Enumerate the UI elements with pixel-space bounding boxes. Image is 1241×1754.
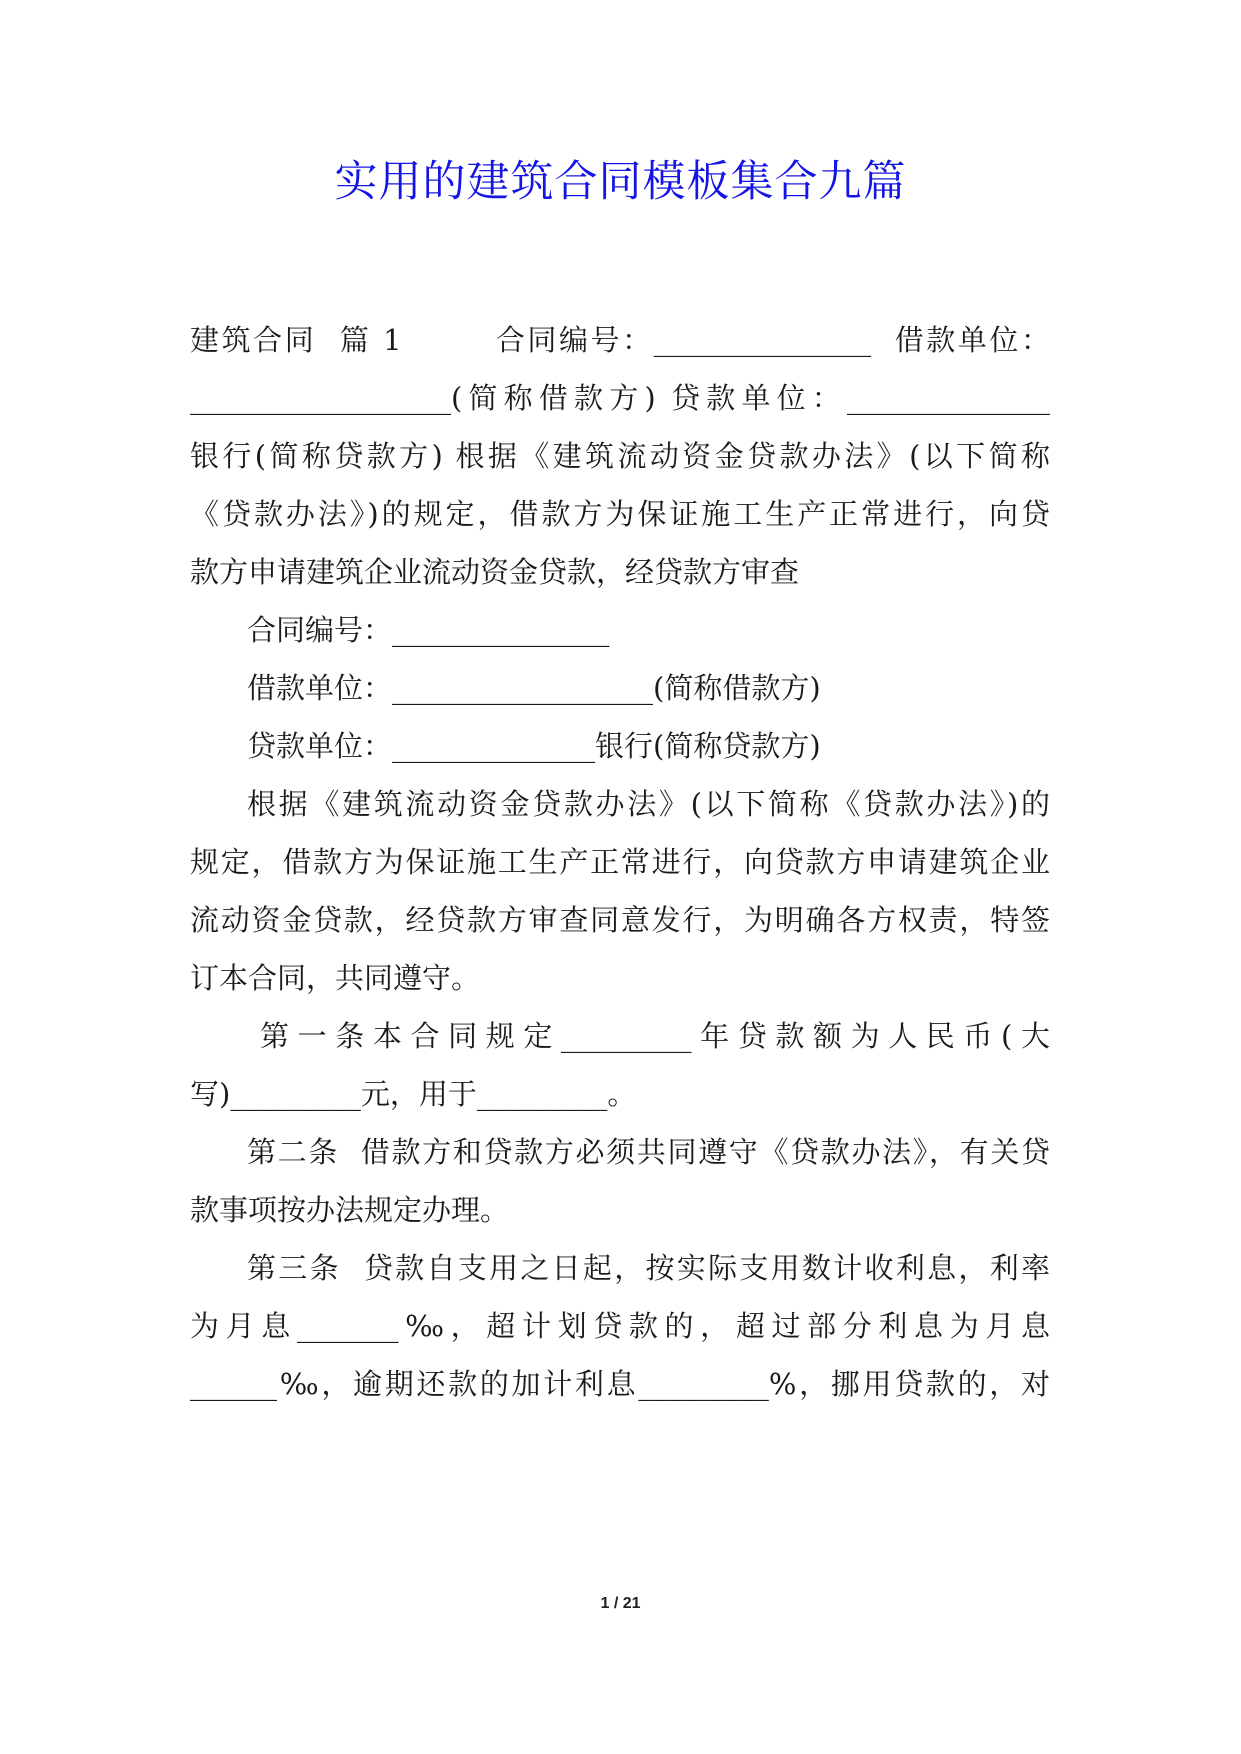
paragraph-line: 为月息_______‰，超计划贷款的，超过部分利息为月息	[190, 1309, 1050, 1343]
paragraph-line: 款事项按办法规定办理。	[190, 1193, 510, 1227]
paragraph-line: 根据《建筑流动资金贷款办法》(以下简称《贷款办法》)的	[247, 787, 1050, 821]
paragraph-line: 银行(简称贷款方) 根据《建筑流动资金贷款办法》(以下简称	[190, 439, 1050, 473]
paragraph-line: 合同编号：_______________	[247, 613, 610, 647]
paragraph-line: 借款单位：__________________(简称借款方)	[247, 671, 821, 705]
paragraph-line: __________________(简称借款方) 贷款单位：______________	[190, 381, 1050, 415]
paragraph-line: 《贷款办法》)的规定，借款方为保证施工生产正常进行，向贷	[190, 497, 1050, 531]
paragraph-line: 款方申请建筑企业流动资金贷款，经贷款方审查	[190, 555, 800, 589]
page-number: 1 / 21	[600, 1595, 641, 1612]
paragraph-line: 写)_________元，用于_________。	[190, 1077, 637, 1111]
paragraph-line: ______‰，逾期还款的加计利息_________%，挪用贷款的，对	[190, 1367, 1050, 1401]
paragraph-line: 规定，借款方为保证施工生产正常进行，向贷款方申请建筑企业	[190, 845, 1050, 879]
paragraph-line: 第一条本合同规定_________年贷款额为人民币(大	[260, 1019, 1050, 1053]
paragraph-line: 第二条 借款方和贷款方必须共同遵守《贷款办法》，有关贷	[247, 1135, 1050, 1169]
paragraph-line: 建筑合同 篇 1 合同编号：_______________ 借款单位：	[190, 323, 1050, 357]
paragraph-line: 订本合同，共同遵守。	[190, 961, 481, 995]
paragraph-line: 贷款单位：______________银行(简称贷款方)	[247, 729, 821, 763]
document-title: 实用的建筑合同模板集合九篇	[334, 157, 907, 207]
paragraph-line: 第三条 贷款自支用之日起，按实际支用数计收利息，利率	[247, 1251, 1050, 1285]
paragraph-line: 流动资金贷款，经贷款方审查同意发行，为明确各方权责，特签	[190, 903, 1050, 937]
